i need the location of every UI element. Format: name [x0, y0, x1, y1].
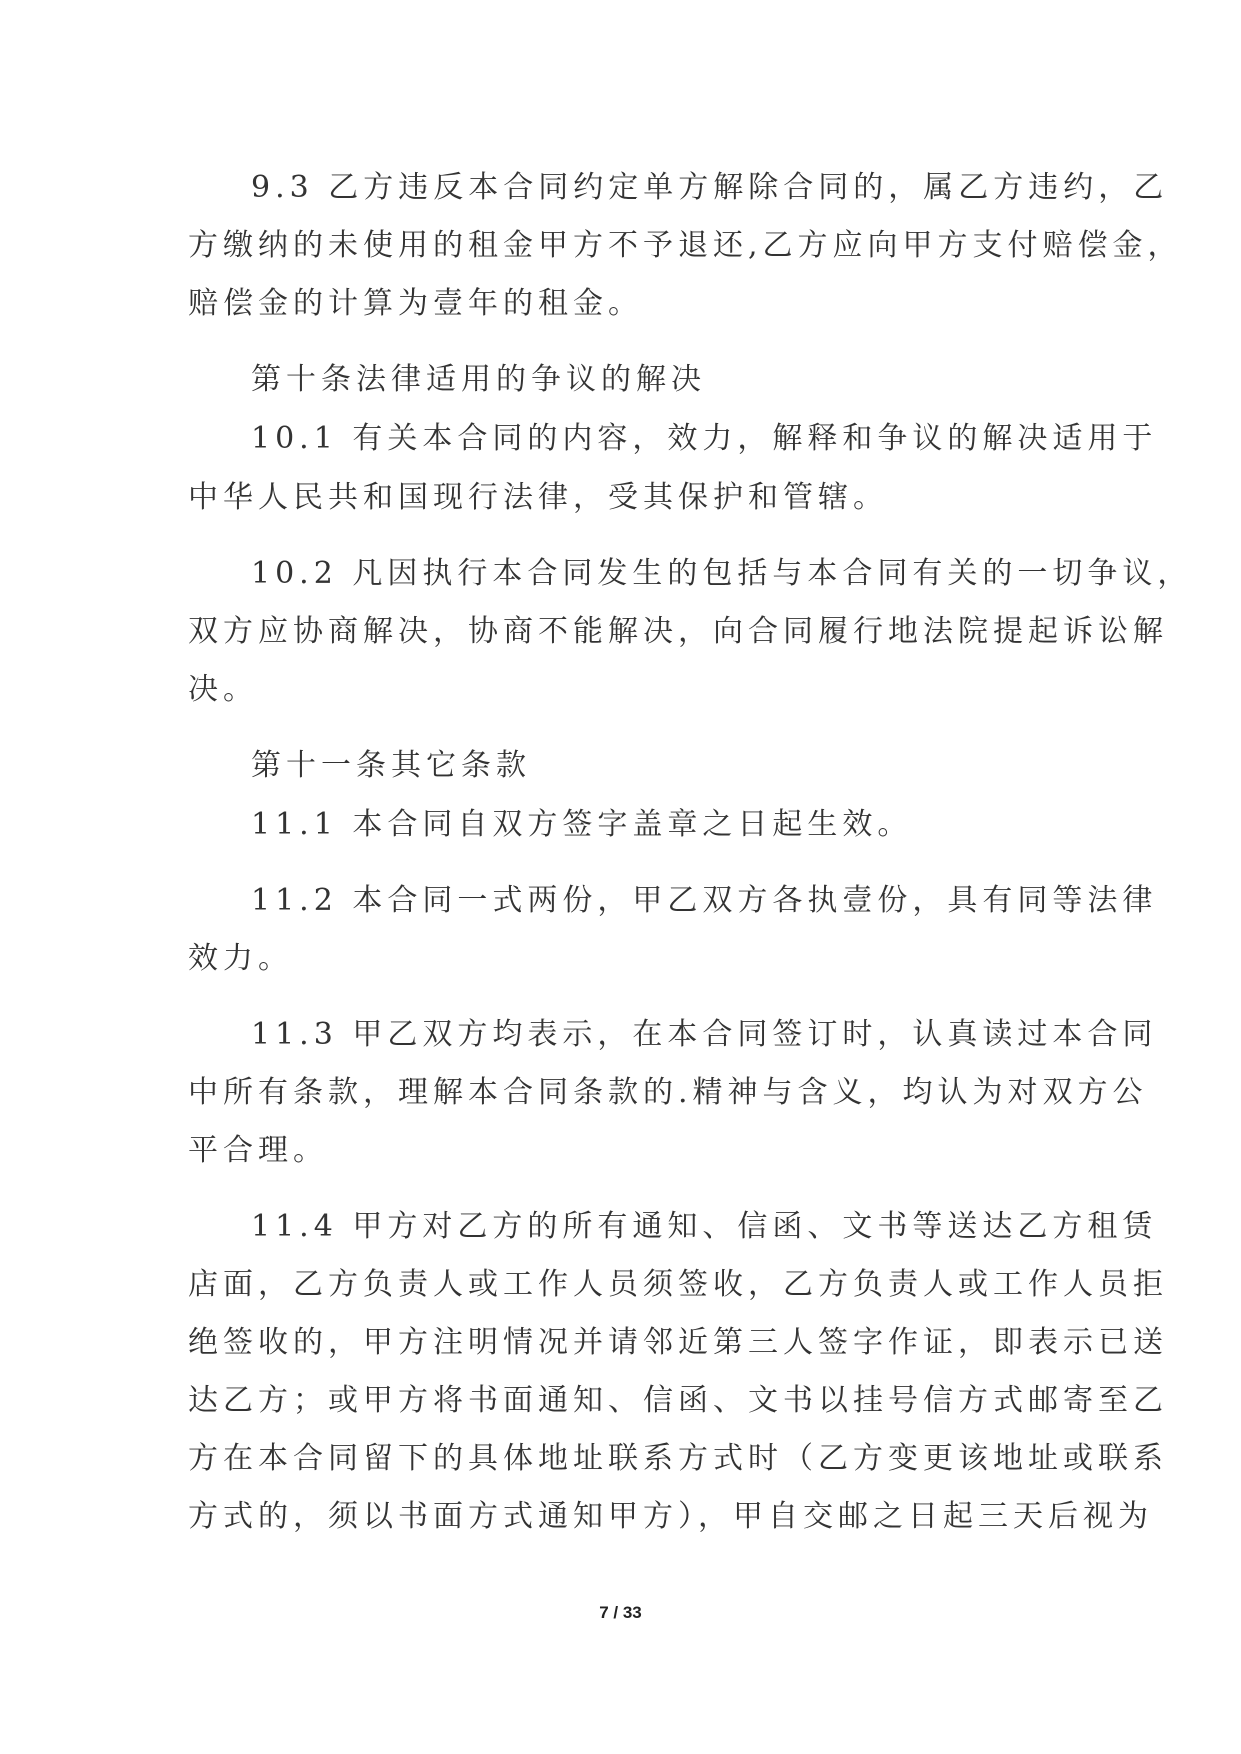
paragraph-11-3-line-1: 11.3 甲乙双方均表示，在本合同签订时，认真读过本合同 — [251, 1017, 1158, 1052]
paragraph-10-1-line-2: 中华人民共和国现行法律，受其保护和管辖。 — [188, 480, 888, 515]
paragraph-11-2-line-2: 效力。 — [188, 941, 293, 976]
paragraph-11-3-line-2: 中所有条款，理解本合同条款的.精神与含义，均认为对双方公 — [188, 1075, 1148, 1110]
article-10-heading: 第十条法律适用的争议的解决 — [251, 362, 706, 397]
page-number: 7 / 33 — [599, 1603, 642, 1622]
paragraph-11-4-line-5: 方在本合同留下的具体地址联系方式时（乙方变更该地址或联系 — [188, 1441, 1168, 1476]
paragraph-10-2-line-2: 双方应协商解决，协商不能解决，向合同履行地法院提起诉讼解 — [188, 614, 1168, 649]
paragraph-10-1-line-1: 10.1 有关本合同的内容，效力，解释和争议的解决适用于 — [251, 421, 1158, 456]
paragraph-9-3-line-1: 9.3 乙方违反本合同约定单方解除合同的，属乙方违约，乙 — [251, 170, 1169, 205]
paragraph-9-3-line-2: 方缴纳的未使用的租金甲方不予退还,乙方应向甲方支付赔偿金， — [188, 228, 1183, 263]
article-11-heading: 第十一条其它条款 — [251, 748, 531, 783]
paragraph-10-2-line-3: 决。 — [188, 672, 258, 707]
paragraph-11-4-line-3: 绝签收的，甲方注明情况并请邻近第三人签字作证，即表示已送 — [188, 1325, 1168, 1360]
paragraph-11-4-line-6: 方式的，须以书面方式通知甲方），甲自交邮之日起三天后视为 — [188, 1499, 1153, 1534]
paragraph-11-1-line-1: 11.1 本合同自双方签字盖章之日起生效。 — [251, 807, 913, 842]
paragraph-11-4-line-1: 11.4 甲方对乙方的所有通知、信函、文书等送达乙方租赁 — [251, 1209, 1158, 1244]
paragraph-11-3-line-3: 平合理。 — [188, 1133, 328, 1168]
paragraph-11-2-line-1: 11.2 本合同一式两份，甲乙双方各执壹份，具有同等法律 — [251, 883, 1158, 918]
paragraph-11-4-line-2: 店面，乙方负责人或工作人员须签收，乙方负责人或工作人员拒 — [188, 1267, 1168, 1302]
paragraph-11-4-line-4: 达乙方；或甲方将书面通知、信函、文书以挂号信方式邮寄至乙 — [188, 1383, 1168, 1418]
paragraph-9-3-line-3: 赔偿金的计算为壹年的租金。 — [188, 286, 643, 321]
paragraph-10-2-line-1: 10.2 凡因执行本合同发生的包括与本合同有关的一切争议， — [251, 556, 1193, 591]
